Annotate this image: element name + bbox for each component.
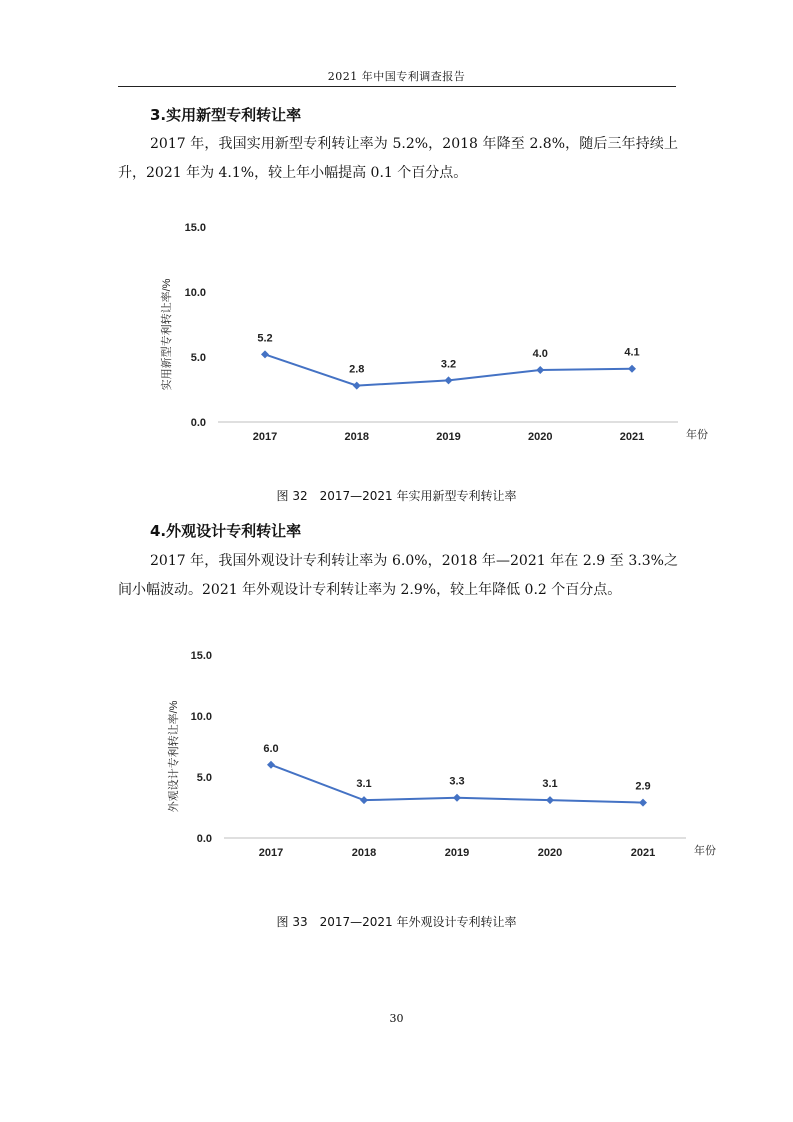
data-point-marker [445, 376, 453, 384]
data-point-marker [261, 350, 269, 358]
data-point-marker [360, 796, 368, 804]
x-tick-label: 2020 [528, 431, 553, 443]
x-tick-label: 2018 [351, 847, 377, 859]
data-point-marker [536, 366, 544, 374]
x-tick-label: 2017 [252, 431, 278, 443]
x-tick-label: 2019 [444, 847, 470, 859]
y-tick-label: 0.0 [190, 417, 206, 429]
data-label: 3.3 [449, 775, 465, 788]
figure-caption-32: 图 32 2017—2021 年实用新型专利转让率 [276, 489, 517, 503]
data-label: 3.1 [356, 778, 372, 791]
x-axis-title: 年份 [694, 845, 716, 857]
y-axis-title: 外观设计专利转让率/% [168, 700, 180, 813]
figure-caption-33: 图 33 2017—2021 年外观设计专利转让率 [276, 915, 517, 929]
x-tick-label: 2019 [436, 431, 461, 443]
paragraph-utility-model: 2017 年，我国实用新型专利转让率为 5.2%，2018 年降至 2.8%，随后三年持续上升，2021 年为 4.1%，较上年小幅提高 0.1 个百分点。 [118, 136, 678, 181]
design-transfer-rate-chart [0, 638, 793, 878]
section-heading-utility-model: 3.实用新型专利转让率 [150, 106, 302, 124]
x-tick-label: 2020 [537, 847, 563, 859]
data-label: 2.8 [349, 363, 365, 376]
x-tick-label: 2021 [619, 431, 645, 443]
data-label: 3.2 [440, 358, 457, 371]
data-point-marker [546, 796, 554, 804]
data-label: 6.0 [263, 742, 279, 755]
data-label: 4.1 [624, 346, 640, 359]
page-header-title: 2021 年中国专利调查报告 [327, 70, 466, 83]
data-point-marker [267, 761, 275, 769]
header-divider [118, 86, 676, 87]
data-label: 4.0 [532, 348, 548, 360]
data-point-marker [353, 382, 361, 390]
y-tick-label: 10.0 [184, 287, 206, 299]
data-point-marker [453, 794, 461, 802]
data-point-marker [639, 799, 647, 807]
y-tick-label: 0.0 [196, 833, 212, 845]
y-tick-label: 15.0 [184, 222, 206, 234]
data-label: 5.2 [257, 332, 273, 345]
page-number: 30 [389, 1012, 404, 1025]
paragraph-design: 2017 年，我国外观设计专利转让率为 6.0%，2018 年—2021 年在 2.9 至 3.3%之间小幅波动。2021 年外观设计专利转让率为 2.9%，较上年降低 0.2 个百分点。 [118, 553, 678, 598]
y-axis-title: 实用新型专利转让率/% [161, 278, 173, 391]
x-tick-label: 2021 [630, 847, 656, 859]
y-tick-label: 10.0 [190, 711, 212, 723]
y-tick-label: 15.0 [190, 650, 212, 662]
data-label: 3.1 [542, 778, 558, 791]
x-tick-label: 2018 [344, 431, 369, 443]
utility-model-transfer-rate-chart [0, 210, 793, 460]
data-point-marker [628, 365, 636, 373]
y-tick-label: 5.0 [196, 772, 212, 784]
data-label: 2.9 [635, 780, 651, 793]
y-tick-label: 5.0 [190, 352, 206, 364]
x-axis-title: 年份 [686, 429, 708, 441]
x-tick-label: 2017 [258, 847, 284, 859]
section-heading-design: 4.外观设计专利转让率 [150, 522, 302, 540]
